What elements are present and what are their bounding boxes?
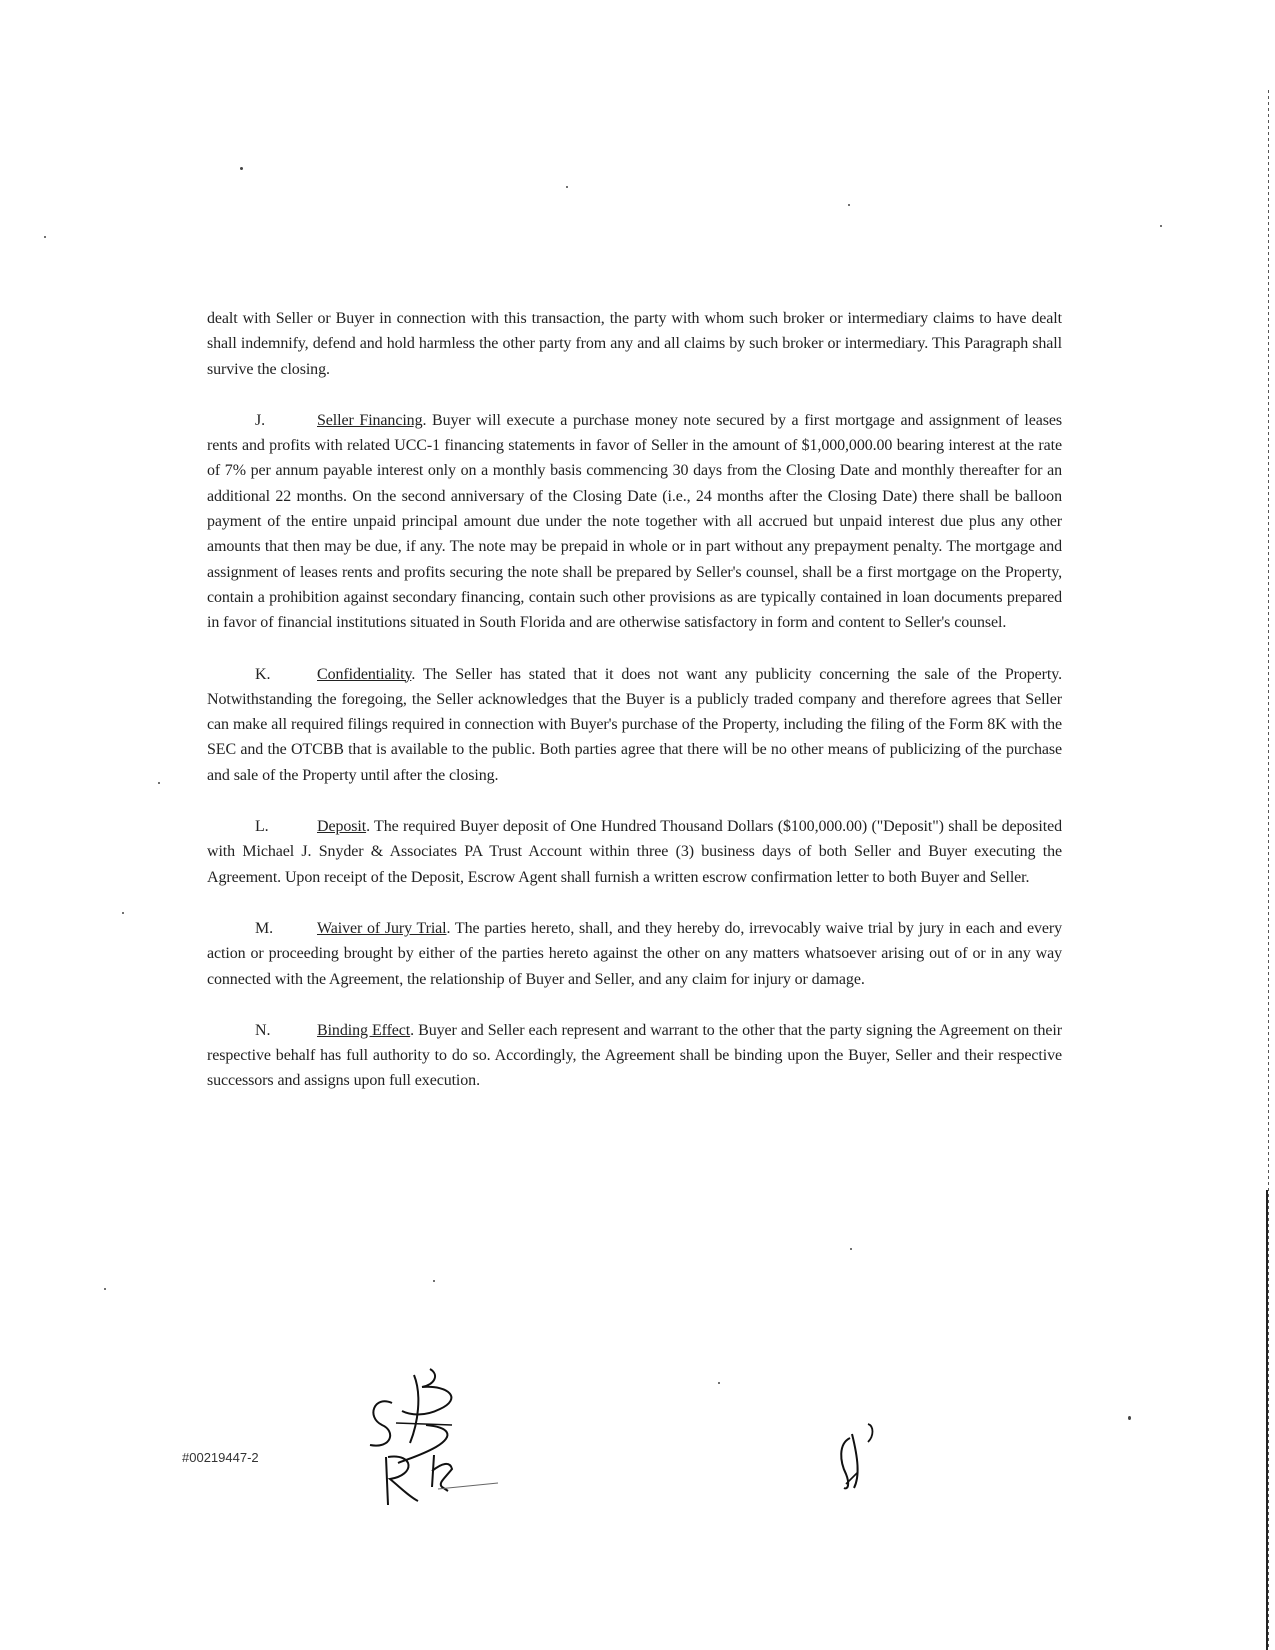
contract-body (207, 306, 1062, 1120)
scan-speck (1160, 225, 1162, 227)
section-letter: L. (255, 818, 269, 836)
section-heading: Seller Financing (317, 411, 423, 429)
section-text: . Buyer and Seller each represent and warrant to the other that the party signing the Agreement on their respective behalf has full authority to do so. Accordingly, the Agreement shall be binding upon the Buyer, Seller and their respective successors and assigns upon full execution. (207, 1021, 1062, 1090)
scan-speck (104, 1288, 106, 1290)
scan-speck (718, 1382, 720, 1384)
scan-speck (850, 1248, 852, 1250)
scan-speck (848, 204, 850, 206)
intro-continuation-paragraph: dealt with Seller or Buyer in connection with this transaction, the party with whom such broker or intermediary claims to have dealt shall indemnify, defend and hold harmless the other party from any and all claims by such broker or intermediary. This Paragraph shall survive the closing. (207, 310, 1062, 378)
handwritten-initials-left (352, 1365, 512, 1525)
scan-speck (158, 782, 160, 784)
section-text: . The parties hereto, shall, and they hereby do, irrevocably waive trial by jury in each and every action or proceeding brought by either of the parties hereto against the other on any matters whatsoever arising out of or in any way connected with the Agreement, the relationship of Buyer and Seller, and any claim for injury or damage. (207, 919, 1062, 988)
section-heading: Deposit (317, 818, 367, 836)
section-m-waiver-of-jury-trial (207, 916, 1062, 992)
section-letter: N. (255, 1021, 271, 1039)
scan-speck (433, 1280, 435, 1282)
section-letter: K. (255, 665, 271, 683)
section-heading: Binding Effect (317, 1021, 411, 1039)
scan-speck (1128, 1416, 1131, 1420)
section-text: . Buyer will execute a purchase money note secured by a first mortgage and assignment of leases rents and profits with related UCC-1 financing statements in favor of Seller in the amount of $1,000,000.00 bearing interest at the rate of 7% per annum payable interest only on a monthly basis commencing 30 days from the Closing Date and monthly thereafter for an additional 22 months. On the second anniversary of the Closing Date (i.e., 24 months after the Closing Date) there shall be balloon payment of the entire unpaid principal amount due under the note together with all accrued but unpaid interest due plus any other amounts that then may be due, if any. The note may be prepaid in whole or in part without any prepayment penalty. The mortgage and assignment of leases rents and profits securing the note shall be prepared by Seller's counsel, shall be a first mortgage on the Property, contain a prohibition against secondary financing, contain such other provisions as are typically contained in loan documents prepared in favor of financial institutions situated in South Florida and are otherwise satisfactory in form and content to Seller's counsel. (207, 411, 1062, 632)
scan-speck (44, 236, 46, 238)
section-text: . The Seller has stated that it does not want any publicity concerning the sale of the Property. Notwithstanding the foregoing, the Seller acknowledges that the Buyer is a publicly traded company and therefore agrees that Seller can make all required filings required in connection with Buyer's purchase of the Property, including the filing of the Form 8K with the SEC and the OTCBB that is available to the public. Both parties agree that there will be no other means of publicizing of the purchase and sale of the Property until after the closing. (207, 665, 1062, 784)
section-letter: M. (255, 919, 274, 937)
section-l-deposit (207, 814, 1062, 890)
section-n-binding-effect (207, 1018, 1062, 1094)
section-letter: J. (255, 411, 266, 429)
section-k-confidentiality (207, 662, 1062, 788)
handwritten-initials-right (828, 1418, 888, 1498)
section-heading: Confidentiality (317, 665, 412, 683)
scan-edge-dotted (1268, 90, 1269, 1650)
scan-edge-solid (1266, 1190, 1268, 1650)
scan-speck (240, 167, 243, 170)
section-text: . The required Buyer deposit of One Hundred Thousand Dollars ($100,000.00) ("Deposit") shall be deposited with Michael J. Snyder & Associates PA Trust Account within three (3) business days of both Seller and Buyer executing the Agreement. Upon receipt of the Deposit, Escrow Agent shall furnish a written escrow confirmation letter to both Buyer and Seller. (207, 818, 1062, 886)
scan-speck (566, 186, 568, 188)
section-j-seller-financing (207, 408, 1062, 636)
section-heading: Waiver of Jury Trial (317, 919, 447, 937)
scan-speck (122, 912, 124, 914)
document-id: #00219447-2 (182, 1450, 259, 1465)
